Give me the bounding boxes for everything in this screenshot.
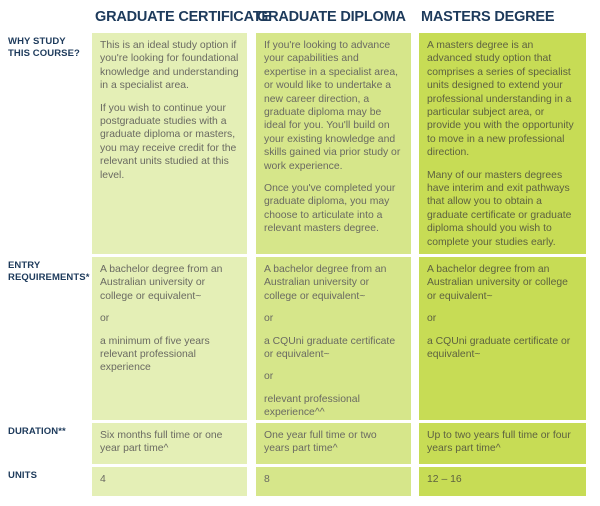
column-heading-masters-degree: MASTERS DEGREE bbox=[421, 9, 555, 25]
entry-requirements-masters-cell bbox=[419, 257, 586, 420]
row-label-duration: DURATION** bbox=[8, 426, 66, 437]
entry-requirement-text: relevant professional experience^^ bbox=[264, 393, 360, 419]
entry-requirement-or: or bbox=[264, 313, 274, 325]
why-study-diploma-cell bbox=[256, 33, 411, 254]
why-study-diploma-text: If you're looking to advance your capabilities and expertise in a specialist area, or would like to undertake a new career direction, a graduate diploma may be ideal for you. You'll build on your existing knowledge and skills gained via prior study or work experience. bbox=[264, 40, 401, 172]
row-label-units: UNITS bbox=[8, 470, 37, 481]
duration-text: One year full time or two years part time^ bbox=[264, 430, 377, 455]
why-study-diploma-text: Once you've completed your graduate diploma, you may choose to articulate into a relevant masters degree. bbox=[264, 183, 396, 235]
duration-text: Up to two years full time or four years part time^ bbox=[427, 430, 571, 455]
why-study-certificate-cell bbox=[92, 33, 247, 254]
why-study-masters-text: Many of our masters degrees have interim and exit pathways that allow you to obtain a graduate certificate or graduate diploma should you wish to complete your studies early. bbox=[427, 169, 572, 248]
why-study-certificate-text: This is an ideal study option if you're looking for foundational knowledge and understanding in a specialist area. bbox=[100, 40, 239, 92]
duration-text: Six months full time or one year part time^ bbox=[100, 430, 223, 455]
entry-requirement-text: a CQUni graduate certificate or equivalent~ bbox=[427, 335, 571, 361]
column-heading-graduate-certificate: GRADUATE CERTIFICATE bbox=[95, 9, 271, 25]
duration-masters-cell bbox=[419, 423, 586, 464]
why-study-certificate-text: If you wish to continue your postgraduate studies with a graduate diploma or masters, you may receive credit for the relevant units studied at this level. bbox=[100, 102, 237, 181]
entry-requirement-text: a CQUni graduate certificate or equivalent~ bbox=[264, 335, 396, 361]
entry-requirement-text: A bachelor degree from an Australian university or college or equivalent~ bbox=[264, 264, 387, 302]
units-masters-cell bbox=[419, 467, 586, 496]
duration-certificate-cell bbox=[92, 423, 247, 464]
entry-requirement-text: a minimum of five years relevant professional experience bbox=[100, 335, 210, 374]
row-label-why-study: WHY STUDY THIS COURSE? bbox=[8, 36, 80, 59]
units-certificate-cell bbox=[92, 467, 247, 496]
entry-requirement-text: A bachelor degree from an Australian university or college or equivalent~ bbox=[427, 264, 568, 302]
why-study-masters-text: A masters degree is an advanced study option that comprises a series of specialist units designed to extend your professional understanding in a particular subject area, or provide you with the opportunity to move in a new professional direction. bbox=[427, 40, 574, 159]
entry-requirement-or: or bbox=[100, 313, 110, 325]
entry-requirement-text: A bachelor degree from an Australian university or college or equivalent~ bbox=[100, 264, 223, 302]
units-value: 8 bbox=[264, 474, 270, 485]
duration-diploma-cell bbox=[256, 423, 411, 464]
why-study-masters-cell bbox=[419, 33, 586, 254]
entry-requirement-or: or bbox=[427, 313, 437, 325]
entry-requirement-or: or bbox=[264, 371, 274, 383]
entry-requirements-diploma-cell bbox=[256, 257, 411, 420]
units-value: 12 – 16 bbox=[427, 474, 462, 485]
units-value: 4 bbox=[100, 474, 106, 485]
units-diploma-cell bbox=[256, 467, 411, 496]
entry-requirements-certificate-cell bbox=[92, 257, 247, 420]
column-heading-graduate-diploma: GRADUATE DIPLOMA bbox=[257, 9, 406, 25]
row-label-entry-requirements: ENTRY REQUIREMENTS* bbox=[8, 260, 90, 283]
